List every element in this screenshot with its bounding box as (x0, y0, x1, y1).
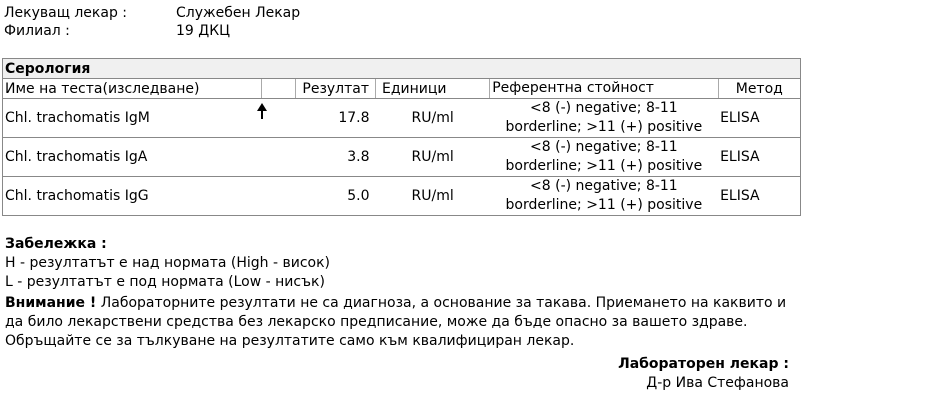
test-result: 3.8 (296, 138, 376, 177)
column-header-row (3, 79, 801, 99)
branch-row (4, 22, 300, 40)
test-method: ELISA (718, 99, 800, 138)
table-row (3, 138, 801, 177)
test-reference (490, 99, 718, 138)
signature-label: Лабораторен лекар : (618, 356, 789, 372)
test-name: Chl. trachomatis IgM (3, 99, 262, 138)
reference-line: borderline; >11 (+) positive (505, 119, 703, 135)
reference-line: <8 (-) negative; 8-11 (530, 139, 678, 155)
test-unit: RU/ml (376, 138, 490, 177)
col-name-header: Име на теста(изследване) (3, 79, 262, 99)
note-low: L - резултатът е под нормата (Low - нисък) (5, 274, 325, 290)
signature-block (618, 355, 789, 393)
notes-title: Забележка : (5, 236, 107, 252)
reference-line: <8 (-) negative; 8-11 (530, 178, 678, 194)
flag-cell (261, 177, 295, 216)
signature-name: Д-р Ива Стефанова (646, 375, 789, 391)
test-reference (490, 138, 718, 177)
note-high: H - резултатът е над нормата (High - висок) (5, 255, 331, 271)
test-unit: RU/ml (376, 99, 490, 138)
table-row (3, 99, 801, 138)
table-row (3, 177, 801, 216)
doctor-value: Служебен Лекар (176, 5, 301, 21)
flag-cell (261, 99, 295, 138)
test-name: Chl. trachomatis IgG (3, 177, 262, 216)
doctor-row (4, 4, 300, 22)
warning-label: Внимание ! (5, 295, 97, 311)
test-unit: RU/ml (376, 177, 490, 216)
reference-line: borderline; >11 (+) positive (505, 158, 703, 174)
arrow-up-icon (257, 103, 267, 119)
col-units-header: Единици (376, 79, 490, 99)
col-result-header: Резултат (296, 79, 376, 99)
test-result: 17.8 (296, 99, 376, 138)
test-method: ELISA (718, 177, 800, 216)
serology-table (2, 58, 801, 216)
test-name: Chl. trachomatis IgA (3, 138, 262, 177)
test-method: ELISA (718, 138, 800, 177)
col-method-header: Метод (718, 79, 800, 99)
branch-label: Филиал : (4, 23, 70, 39)
report-header (4, 4, 300, 40)
section-row (3, 59, 801, 79)
col-reference-header: Референтна стойност (490, 79, 718, 99)
reference-line: <8 (-) negative; 8-11 (530, 100, 678, 116)
warning-paragraph (5, 294, 795, 351)
warning-text: Лабораторните резултати не са диагноза, а основание за такава. Приемането на каквито и да било лекарствени средства без лекарско предписание, може да бъде опасно за вашето здраве. Обръщайте се за тълкуване на резултатите само към квалифициран лекар. (5, 295, 787, 349)
doctor-label: Лекуващ лекар : (4, 5, 127, 21)
col-flag-header (261, 79, 295, 99)
test-reference (490, 177, 718, 216)
section-title: Серология (3, 59, 801, 79)
notes-section (5, 235, 795, 351)
test-result: 5.0 (296, 177, 376, 216)
flag-cell (261, 138, 295, 177)
reference-line: borderline; >11 (+) positive (505, 197, 703, 213)
branch-value: 19 ДКЦ (176, 23, 231, 39)
